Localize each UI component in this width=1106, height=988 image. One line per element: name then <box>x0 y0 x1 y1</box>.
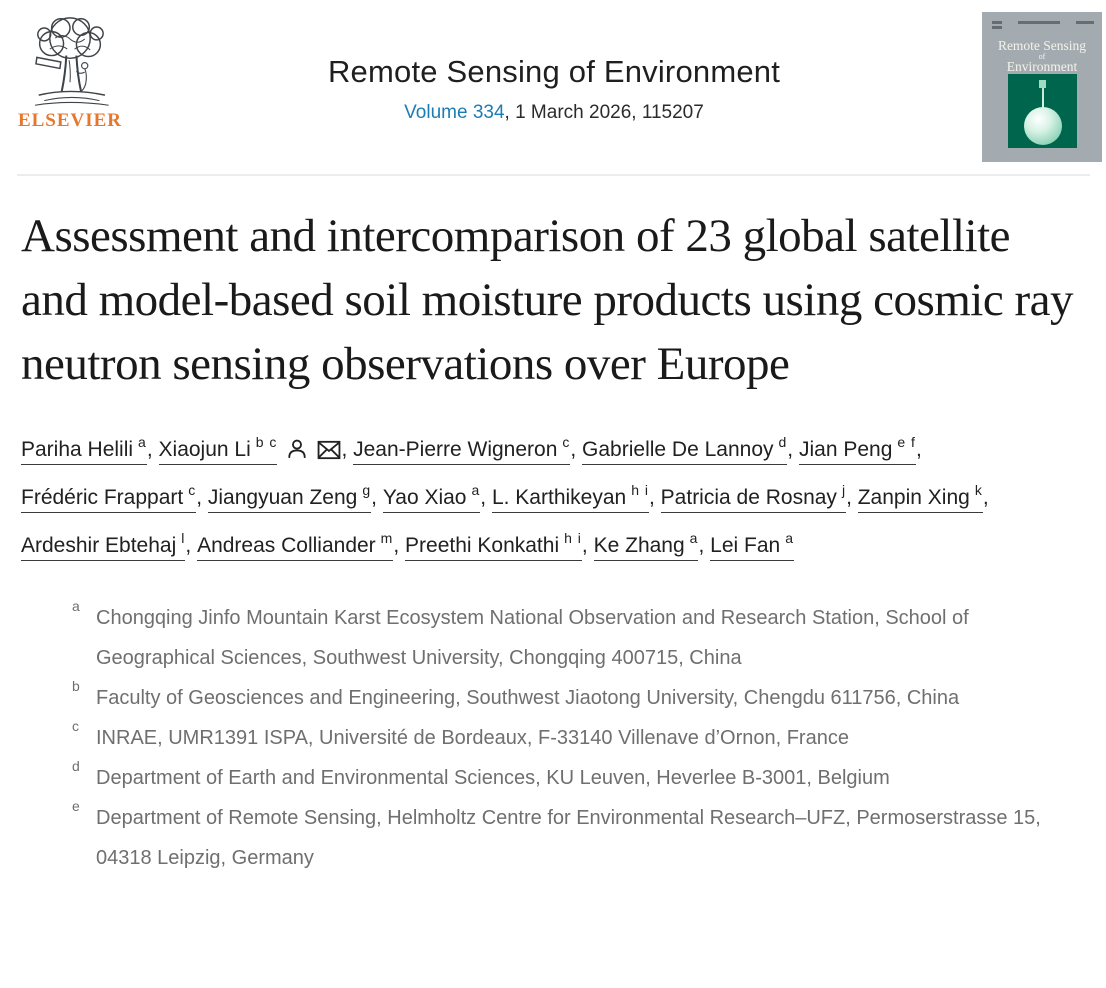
author-link[interactable] <box>491 482 649 513</box>
author-affiliation-sup: a <box>138 434 147 450</box>
author-name: Andreas Colliander <box>197 534 376 557</box>
author <box>21 530 198 561</box>
author <box>382 482 492 513</box>
author-affiliation-sup: d <box>778 434 788 450</box>
author-name: Jian Peng <box>798 438 893 461</box>
author-separator: , <box>393 534 406 557</box>
author-affiliation-sup: a <box>471 482 481 498</box>
author-list <box>21 426 1088 570</box>
person-icon[interactable] <box>286 438 308 460</box>
author-separator: , <box>570 438 583 461</box>
author-separator: , <box>185 534 198 557</box>
author-separator: , <box>146 438 159 461</box>
volume-issue-line <box>126 102 982 124</box>
author-link[interactable] <box>21 530 186 561</box>
author-separator: , <box>581 534 594 557</box>
author-separator: , <box>846 486 858 509</box>
author-name: Gabrielle De Lannoy <box>582 438 774 461</box>
author-affiliation-sup: c <box>188 482 197 498</box>
article-title: Assessment and intercomparison of 23 global satellite and model-based soil moisture products using cosmic ray neutron sensing observations over Europe <box>21 210 1073 390</box>
author <box>405 530 594 561</box>
affiliation-item <box>72 678 1062 718</box>
author <box>857 482 989 513</box>
author-link[interactable] <box>197 530 394 561</box>
author <box>197 530 406 561</box>
author-separator: , <box>982 486 989 509</box>
journal-title-link[interactable]: Remote Sensing of Environment <box>327 54 781 89</box>
author-separator: , <box>480 486 492 509</box>
affiliation-text: Faculty of Geosciences and Engineering, Southwest Jiaotong University, Chengdu 611756, China <box>96 687 960 709</box>
author-link[interactable] <box>21 482 197 513</box>
envelope-icon[interactable] <box>317 440 341 460</box>
author-separator: , <box>196 486 208 509</box>
author <box>207 482 383 513</box>
header-divider <box>17 174 1090 176</box>
affiliation-item <box>72 598 1062 678</box>
affiliation-text: INRAE, UMR1391 ISPA, Université de Bordeaux, F-33140 Villenave d’Ornon, France <box>96 727 849 749</box>
author-link[interactable] <box>710 530 794 561</box>
author-link[interactable] <box>593 530 699 561</box>
author-name: Frédéric Frappart <box>21 486 184 509</box>
author-affiliation-sup: a <box>689 530 699 546</box>
affiliation-item <box>72 718 1062 758</box>
author <box>158 434 354 461</box>
author-link[interactable] <box>582 434 788 465</box>
author-affiliation-sup: m <box>380 530 394 546</box>
journal-masthead <box>126 12 982 124</box>
author-name: Xiaojun Li <box>158 438 251 461</box>
elsevier-wordmark: ELSEVIER <box>17 110 123 131</box>
affiliation-text: Department of Earth and Environmental Sciences, KU Leuven, Heverlee B-3001, Belgium <box>96 767 890 789</box>
affiliation-item <box>72 758 1062 798</box>
author-link[interactable] <box>660 482 847 513</box>
author-affiliation-sup: k <box>974 482 983 498</box>
author <box>660 482 858 513</box>
author-name: Yao Xiao <box>382 486 467 509</box>
author-affiliation-sup: h i <box>631 482 649 498</box>
author <box>582 434 799 465</box>
author <box>710 530 794 561</box>
author <box>491 482 661 513</box>
issue-date-text: , 1 March 2026, 115207 <box>504 102 704 123</box>
journal-header <box>0 0 1106 172</box>
author-affiliation-sup: h i <box>564 530 582 546</box>
affiliation-text: Department of Remote Sensing, Helmholtz Centre for Environmental Research–UFZ, Permoserstrasse 15, 04318 Leipzig, Germany <box>96 807 1041 869</box>
author-name: Ke Zhang <box>593 534 685 557</box>
affiliation-label: a <box>72 598 80 614</box>
author-affiliation-sup: e f <box>897 434 916 450</box>
journal-cover-thumbnail[interactable] <box>982 12 1102 162</box>
author-separator: , <box>371 486 383 509</box>
author-link[interactable] <box>353 434 571 465</box>
author-name: L. Karthikeyan <box>491 486 627 509</box>
author-affiliation-sup: g <box>362 482 372 498</box>
author-name: Jean-Pierre Wigneron <box>353 438 558 461</box>
author-affiliation-sup: a <box>785 530 794 546</box>
author-affiliation-sup: j <box>841 482 847 498</box>
affiliation-text: Chongqing Jinfo Mountain Karst Ecosystem National Observation and Research Station, School of Geographical Sciences, Southwest University, Chongqing 400715, China <box>96 607 969 669</box>
author-separator: , <box>787 438 799 461</box>
elsevier-tree-icon <box>14 14 126 110</box>
affiliation-list <box>72 598 1062 878</box>
author-link[interactable] <box>382 482 481 513</box>
author-name: Pariha Helili <box>21 438 134 461</box>
cover-pendulum-art <box>1008 74 1077 148</box>
author-separator: , <box>649 486 661 509</box>
author-affiliation-sup: c <box>562 434 571 450</box>
author-name: Zanpin Xing <box>857 486 970 509</box>
author <box>21 482 208 513</box>
author-separator: , <box>915 438 922 461</box>
cover-microtext <box>992 21 1094 24</box>
author-name: Preethi Konkathi <box>405 534 560 557</box>
author-affiliation-sup: l <box>181 530 186 546</box>
author-separator: , <box>698 534 711 557</box>
author-link[interactable] <box>798 434 916 465</box>
author <box>798 434 922 465</box>
cover-journal-title: Remote Sensing of Environment <box>997 38 1087 74</box>
author-name: Jiangyuan Zeng <box>207 486 358 509</box>
affiliation-label: c <box>72 718 79 734</box>
author <box>353 434 583 465</box>
publisher-logo <box>14 12 126 132</box>
author <box>593 530 711 561</box>
volume-link[interactable]: Volume 334 <box>404 102 505 123</box>
author-link[interactable] <box>207 482 372 513</box>
author-link[interactable] <box>158 434 278 465</box>
affiliation-item <box>72 798 1062 878</box>
author-link[interactable] <box>21 434 147 465</box>
affiliation-label: b <box>72 678 80 694</box>
author-name: Patricia de Rosnay <box>660 486 837 509</box>
author-name: Lei Fan <box>710 534 781 557</box>
affiliation-label: e <box>72 798 80 814</box>
author-affiliation-sup: b c <box>255 434 278 450</box>
author-name: Ardeshir Ebtehaj <box>21 534 177 557</box>
author-link[interactable] <box>405 530 582 561</box>
author-link[interactable] <box>857 482 983 513</box>
author-separator: , <box>341 438 354 461</box>
affiliation-label: d <box>72 758 80 774</box>
author <box>21 434 159 465</box>
